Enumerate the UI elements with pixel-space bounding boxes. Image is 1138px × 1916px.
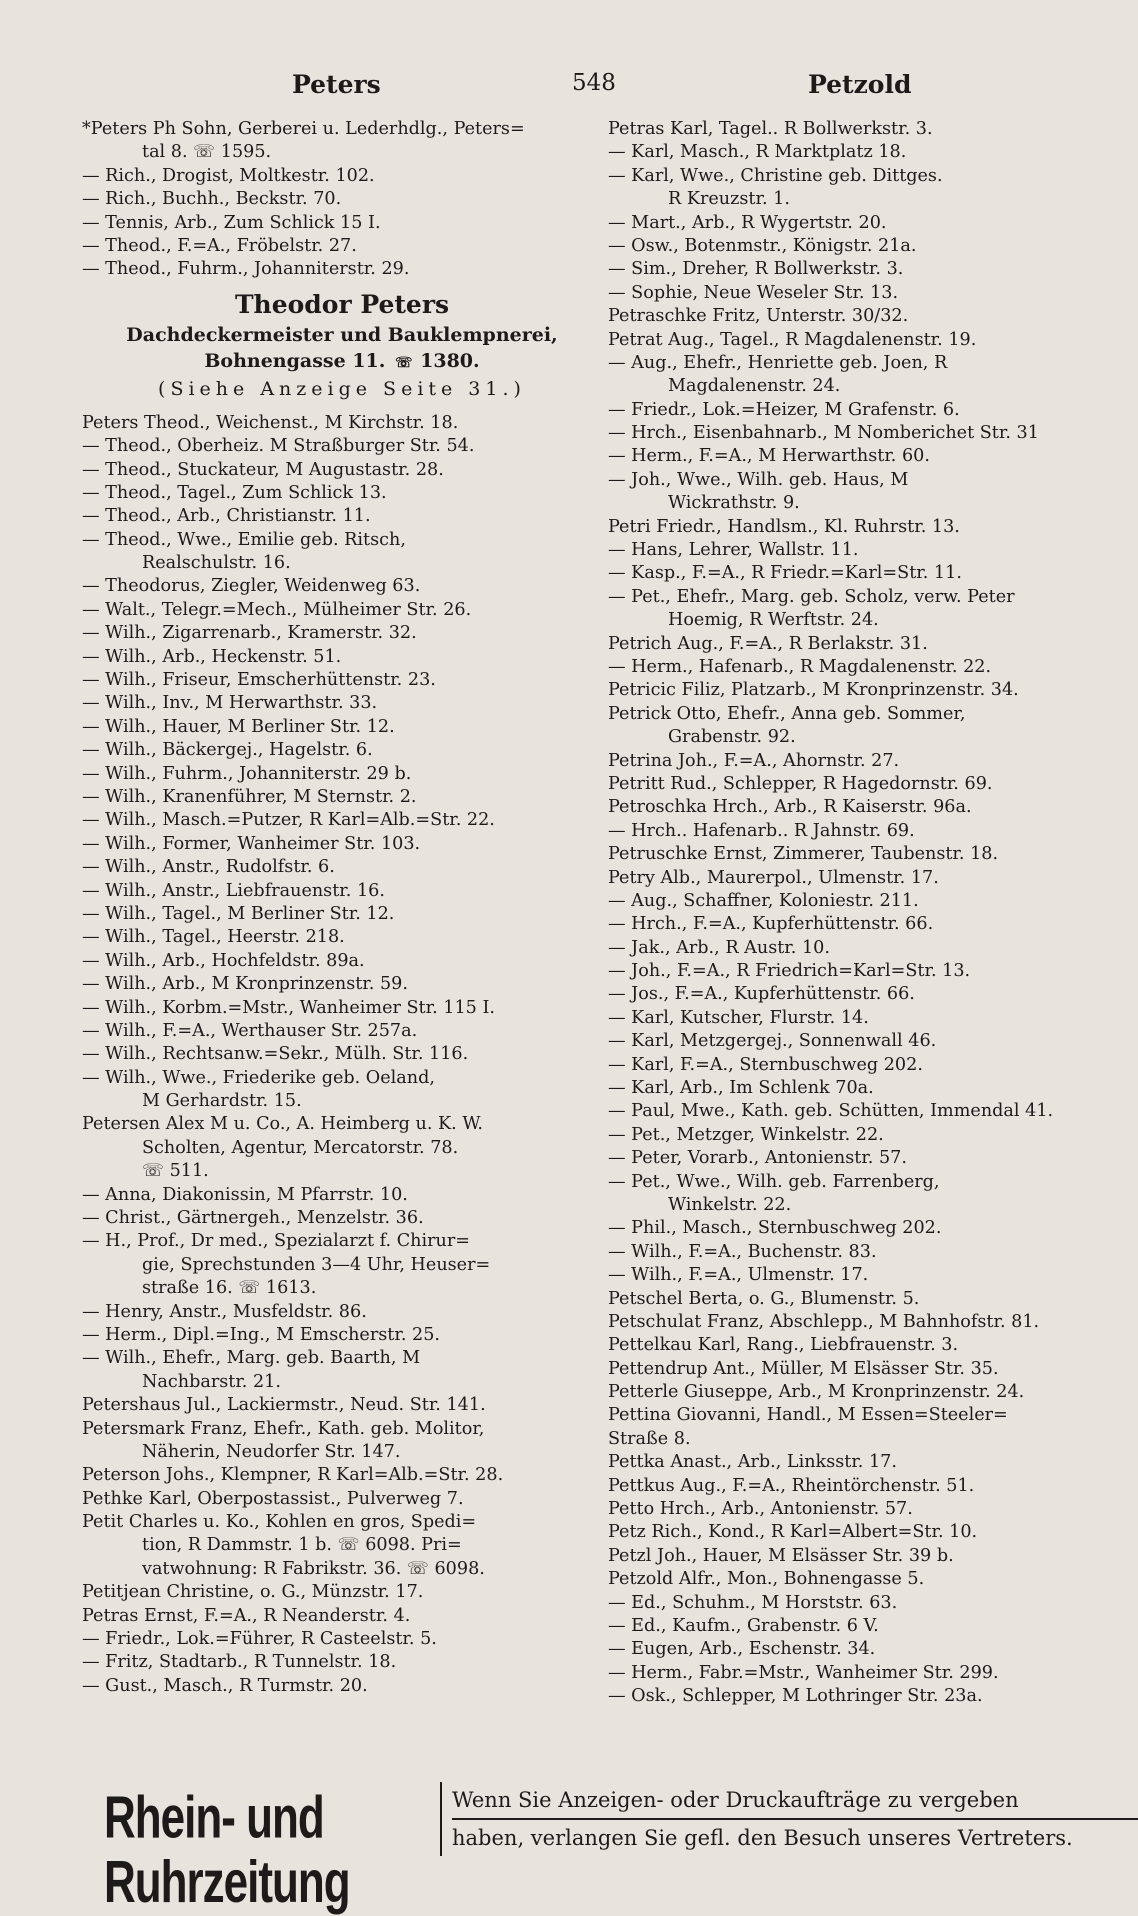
directory-entry-line: — Jak., Arb., R Austr. 10. (608, 937, 830, 958)
directory-entry-line: — H., Prof., Dr med., Spezialarzt f. Chirur= (82, 1231, 471, 1252)
directory-entry-line: Realschulstr. 16. (142, 553, 291, 574)
directory-entry-line: — Hrch., F.=A., Kupferhüttenstr. 66. (608, 914, 934, 935)
directory-entry-line: — Theod., Stuckateur, M Augustastr. 28. (82, 459, 444, 480)
directory-entry-line: — Wilh., F.=A., Ulmenstr. 17. (608, 1265, 869, 1286)
directory-entry-line: Pettelkau Karl, Rang., Liebfrauenstr. 3. (608, 1335, 959, 1356)
right-column (608, 118, 1123, 1709)
directory-entry-line: — Christ., Gärtnergeh., Menzelstr. 36. (82, 1208, 424, 1229)
advert-address: Bohnengasse 11. (204, 349, 386, 372)
directory-entry-line: — Friedr., Lok.=Führer, R Casteelstr. 5. (82, 1629, 437, 1650)
directory-entry-line: — Karl, Wwe., Christine geb. Dittges. (608, 165, 943, 186)
directory-entry-line: — Jos., F.=A., Kupferhüttenstr. 66. (608, 984, 915, 1005)
directory-entry-line: — Walt., Telegr.=Mech., Mülheimer Str. 26. (82, 599, 472, 620)
advert-trade: Dachdeckermeister und Bauklempnerei, (126, 323, 558, 346)
directory-entry-line: — Theod., F.=A., Fröbelstr. 27. (82, 235, 357, 256)
directory-entry-line: — Wilh., Tagel., M Berliner Str. 12. (82, 903, 395, 924)
footer-advertisement (104, 1782, 1130, 1916)
directory-entry-line: Peterson Johs., Klempner, R Karl=Alb.=Str. 28. (82, 1465, 504, 1486)
directory-entry-line: — Osk., Schlepper, M Lothringer Str. 23a. (608, 1686, 983, 1707)
directory-entry-line: Grabenstr. 92. (668, 727, 796, 748)
newspaper-brand: Rhein- und Ruhrzeitung (104, 1784, 350, 1916)
directory-entry-line: — Wilh., Zigarrenarb., Kramerstr. 32. (82, 623, 417, 644)
directory-entry-line: Petrina Joh., F.=A., Ahornstr. 27. (608, 750, 900, 771)
directory-entry-line: — Aug., Ehefr., Henriette geb. Joen, R (608, 352, 948, 373)
directory-entry-line: — Herm., Fabr.=Mstr., Wanheimer Str. 299. (608, 1662, 999, 1683)
directory-entry-line: — Wilh., Fuhrm., Johanniterstr. 29 b. (82, 763, 412, 784)
advert-phone: 1380. (420, 349, 480, 372)
directory-entry-line: — Phil., Masch., Sternbuschweg 202. (608, 1218, 942, 1239)
directory-entry-line: — Wilh., Arb., M Kronprinzenstr. 59. (82, 974, 408, 995)
directory-entry-line: — Osw., Botenmstr., Königstr. 21a. (608, 235, 917, 256)
directory-entry-line: vatwohnung: R Fabrikstr. 36. ☏ 6098. (142, 1558, 485, 1579)
directory-entry-line: — Paul, Mwe., Kath. geb. Schütten, Immendal 41. (608, 1101, 1054, 1122)
directory-entry-line: — Mart., Arb., R Wygertstr. 20. (608, 212, 887, 233)
directory-entry-line: Petroschka Hrch., Arb., R Kaiserstr. 96a. (608, 797, 972, 818)
directory-entry-line: — Karl, Metzgergej., Sonnenwall 46. (608, 1031, 937, 1052)
directory-entry-line: — Henry, Anstr., Musfeldstr. 86. (82, 1301, 367, 1322)
directory-entry-line: — Hrch., Eisenbahnarb., M Nomberichet Str. 31 (608, 423, 1039, 444)
directory-entry-line: Pettendrup Ant., Müller, M Elsässer Str. 35. (608, 1358, 999, 1379)
directory-entry-line: — Karl, Kutscher, Flurstr. 14. (608, 1007, 869, 1028)
directory-entry-line: Näherin, Neudorfer Str. 147. (142, 1441, 401, 1462)
advertisement-box (82, 288, 602, 402)
directory-entry-line: tal 8. ☏ 1595. (142, 142, 272, 163)
directory-entry-line: — Wilh., Anstr., Liebfrauenstr. 16. (82, 880, 385, 901)
directory-entry-line: — Joh., F.=A., R Friedrich=Karl=Str. 13. (608, 961, 971, 982)
directory-entry-line: Petershaus Jul., Lackiermstr., Neud. Str. 141. (82, 1395, 486, 1416)
directory-entry-line: Petzold Alfr., Mon., Bohnengasse 5. (608, 1569, 925, 1590)
advert-name: Theodor Peters (234, 289, 450, 319)
footer-line-1: Wenn Sie Anzeigen- oder Druckaufträge zu vergeben (452, 1782, 1138, 1820)
running-head-left: Peters (292, 70, 381, 99)
directory-entry-line: Nachbarstr. 21. (142, 1371, 281, 1392)
directory-entry-line: Pethke Karl, Oberpostassist., Pulverweg 7. (82, 1488, 464, 1509)
directory-entry-line: Hoemig, R Werftstr. 24. (668, 610, 879, 631)
directory-entry-line: Petritt Rud., Schlepper, R Hagedornstr. 69. (608, 773, 993, 794)
directory-entry-line: Petterle Giuseppe, Arb., M Kronprinzenstr. 24. (608, 1382, 1025, 1403)
directory-entry-line: — Wilh., Inv., M Herwarthstr. 33. (82, 693, 378, 714)
directory-entry-line: — Fritz, Stadtarb., R Tunnelstr. 18. (82, 1652, 397, 1673)
directory-entry-line: Pettina Giovanni, Handl., M Essen=Steeler= (608, 1405, 1008, 1426)
directory-entry-line: — Wilh., Masch.=Putzer, R Karl=Alb.=Str. 22. (82, 810, 495, 831)
directory-entry-line: — Sophie, Neue Weseler Str. 13. (608, 282, 899, 303)
directory-entry-line: — Wilh., F.=A., Buchenstr. 83. (608, 1241, 877, 1262)
advert-note: (Siehe Anzeige Seite 31.) (158, 377, 526, 400)
directory-entry-line: — Wilh., Anstr., Rudolfstr. 6. (82, 857, 335, 878)
directory-entry-line: Pettka Anast., Arb., Linksstr. 17. (608, 1452, 897, 1473)
directory-entry-line: — Herm., F.=A., M Herwarthstr. 60. (608, 446, 930, 467)
directory-entry-line: — Wilh., Wwe., Friederike geb. Oeland, (82, 1067, 435, 1088)
directory-entry-line: Petitjean Christine, o. G., Münzstr. 17. (82, 1582, 424, 1603)
directory-entry-line: — Pet., Metzger, Winkelstr. 22. (608, 1124, 884, 1145)
directory-entry-line: — Joh., Wwe., Wilh. geb. Haus, M (608, 469, 909, 490)
directory-entry-line: — Theod., Wwe., Emilie geb. Ritsch, (82, 529, 406, 550)
directory-entry-line: — Wilh., Former, Wanheimer Str. 103. (82, 833, 421, 854)
directory-entry-line: Petersen Alex M u. Co., A. Heimberg u. K. W. (82, 1114, 483, 1135)
directory-entry-line: — Sim., Dreher, R Bollwerkstr. 3. (608, 259, 904, 280)
directory-entry-line: Winkelstr. 22. (668, 1194, 792, 1215)
directory-entry-line: Straße 8. (608, 1428, 691, 1449)
page-header (40, 70, 1098, 110)
directory-entry-line: — Pet., Wwe., Wilh. geb. Farrenberg, (608, 1171, 940, 1192)
directory-entry-line: — Rich., Drogist, Moltkestr. 102. (82, 165, 375, 186)
directory-entry-line: — Eugen, Arb., Eschenstr. 34. (608, 1639, 876, 1660)
footer-text (440, 1782, 1138, 1856)
left-column (82, 118, 602, 1698)
directory-entry-line: Petras Karl, Tagel.. R Bollwerkstr. 3. (608, 119, 933, 139)
directory-entry-line: — Wilh., Tagel., Heerstr. 218. (82, 927, 345, 948)
directory-entry-line: Petto Hrch., Arb., Antonienstr. 57. (608, 1499, 913, 1520)
directory-entry-line: — Hrch.. Hafenarb.. R Jahnstr. 69. (608, 820, 915, 841)
directory-entry-line: — Theod., Fuhrm., Johanniterstr. 29. (82, 259, 410, 280)
directory-entry-line: Petersmark Franz, Ehefr., Kath. geb. Molitor, (82, 1418, 485, 1439)
directory-entry-line: — Wilh., Kranenführer, M Sternstr. 2. (82, 786, 417, 807)
advert-address-line (82, 348, 602, 376)
directory-entry-line: — Hans, Lehrer, Wallstr. 11. (608, 540, 859, 561)
directory-entry-line: — Friedr., Lok.=Heizer, M Grafenstr. 6. (608, 399, 960, 420)
directory-entry-line: — Theodorus, Ziegler, Weidenweg 63. (82, 576, 421, 597)
telephone-icon: ☏ (395, 354, 411, 371)
directory-entry-line: — Wilh., Arb., Hochfeldstr. 89a. (82, 950, 365, 971)
directory-entry-line: Petry Alb., Maurerpol., Ulmenstr. 17. (608, 867, 939, 888)
directory-entry-line: — Wilh., Bäckergej., Hagelstr. 6. (82, 740, 373, 761)
directory-entry-line: — Tennis, Arb., Zum Schlick 15 I. (82, 212, 381, 233)
directory-entry-line: — Theod., Tagel., Zum Schlick 13. (82, 482, 387, 503)
directory-entry-line: — Herm., Hafenarb., R Magdalenenstr. 22. (608, 656, 992, 677)
directory-entry-line: Petricic Filiz, Platzarb., M Kronprinzenstr. 34. (608, 680, 1019, 701)
directory-entry-line: — Peter, Vorarb., Antonienstr. 57. (608, 1148, 907, 1169)
directory-entry-line: — Herm., Dipl.=Ing., M Emscherstr. 25. (82, 1324, 440, 1345)
directory-entry-line: Petit Charles u. Ko., Kohlen en gros, Spedi= (82, 1512, 477, 1533)
directory-entry-line: — Wilh., Hauer, M Berliner Str. 12. (82, 716, 395, 737)
directory-entry-line: Petschulat Franz, Abschlepp., M Bahnhofstr. 81. (608, 1311, 1040, 1332)
directory-entry-line: — Wilh., Korbm.=Mstr., Wanheimer Str. 115 I. (82, 997, 495, 1018)
directory-entry-line: — Wilh., Rechtsanw.=Sekr., Mülh. Str. 116. (82, 1044, 469, 1065)
directory-entry-line: — Wilh., Arb., Heckenstr. 51. (82, 646, 342, 667)
directory-entry-line: — Rich., Buchh., Beckstr. 70. (82, 189, 342, 210)
directory-entry-line: Petz Rich., Kond., R Karl=Albert=Str. 10. (608, 1522, 978, 1543)
directory-entry-line: — Wilh., Friseur, Emscherhüttenstr. 23. (82, 670, 436, 691)
directory-entry-line: Petrich Aug., F.=A., R Berlakstr. 31. (608, 633, 928, 654)
directory-entry-line: Petrick Otto, Ehefr., Anna geb. Sommer, (608, 703, 966, 724)
directory-entry-line: — Wilh., Ehefr., Marg. geb. Baarth, M (82, 1348, 421, 1369)
directory-entry-line: Scholten, Agentur, Mercatorstr. 78. (142, 1137, 459, 1158)
directory-entry-line: — Ed., Kaufm., Grabenstr. 6 V. (608, 1616, 879, 1636)
directory-entry-line: — Wilh., F.=A., Werthauser Str. 257a. (82, 1020, 418, 1041)
running-head-right: Petzold (808, 70, 912, 99)
directory-entry-line: — Pet., Ehefr., Marg. geb. Scholz, verw. Peter (608, 586, 1015, 607)
directory-entry-line: straße 16. ☏ 1613. (142, 1278, 317, 1299)
directory-entry-line: Wickrathstr. 9. (668, 493, 800, 514)
directory-entry-line: Petras Ernst, F.=A., R Neanderstr. 4. (82, 1605, 411, 1626)
directory-entry-line: tion, R Dammstr. 1 b. ☏ 6098. Pri= (142, 1535, 462, 1556)
directory-entry-line: *Peters Ph Sohn, Gerberei u. Lederhdlg., Peters= (82, 119, 525, 139)
directory-entry-line: gie, Sprechstunden 3—4 Uhr, Heuser= (142, 1254, 491, 1275)
directory-entry-line: Peters Theod., Weichenst., M Kirchstr. 18. (82, 412, 459, 433)
directory-entry-line: Pettkus Aug., F.=A., Rheintörchenstr. 51. (608, 1475, 975, 1496)
directory-entry-line: Petschel Berta, o. G., Blumenstr. 5. (608, 1288, 920, 1309)
directory-entry-line: Petzl Joh., Hauer, M Elsässer Str. 39 b. (608, 1545, 954, 1566)
footer-line-2: haben, verlangen Sie gefl. den Besuch unseres Vertreters. (452, 1826, 1073, 1850)
directory-entry-line: — Theod., Arb., Christianstr. 11. (82, 506, 371, 527)
directory-entry-line: — Ed., Schuhm., M Horststr. 63. (608, 1592, 898, 1613)
directory-entry-line: — Karl, F.=A., Sternbuschweg 202. (608, 1054, 923, 1075)
directory-entry-line: Petruschke Ernst, Zimmerer, Taubenstr. 18. (608, 844, 999, 865)
directory-entry-line: — Anna, Diakonissin, M Pfarrstr. 10. (82, 1184, 408, 1205)
directory-entry-line: R Kreuzstr. 1. (668, 189, 790, 210)
directory-entry-line: — Karl, Masch., R Marktplatz 18. (608, 142, 907, 163)
directory-entry-line: — Kasp., F.=A., R Friedr.=Karl=Str. 11. (608, 563, 962, 584)
page-number: 548 (572, 70, 616, 96)
directory-entry-line: Petri Friedr., Handlsm., Kl. Ruhrstr. 13. (608, 516, 960, 537)
directory-entry-line: Petrat Aug., Tagel., R Magdalenenstr. 19. (608, 329, 977, 350)
directory-entry-line: ☏ 511. (142, 1161, 209, 1182)
directory-entry-line: Petraschke Fritz, Unterstr. 30/32. (608, 306, 909, 327)
directory-entry-line: — Aug., Schaffner, Koloniestr. 211. (608, 890, 919, 911)
directory-entry-line: Magdalenenstr. 24. (668, 376, 841, 397)
directory-entry-line: M Gerhardstr. 15. (142, 1091, 302, 1112)
directory-entry-line: — Theod., Oberheiz. M Straßburger Str. 54. (82, 436, 475, 457)
directory-entry-line: — Karl, Arb., Im Schlenk 70a. (608, 1078, 874, 1099)
directory-entry-line: — Gust., Masch., R Turmstr. 20. (82, 1675, 368, 1696)
